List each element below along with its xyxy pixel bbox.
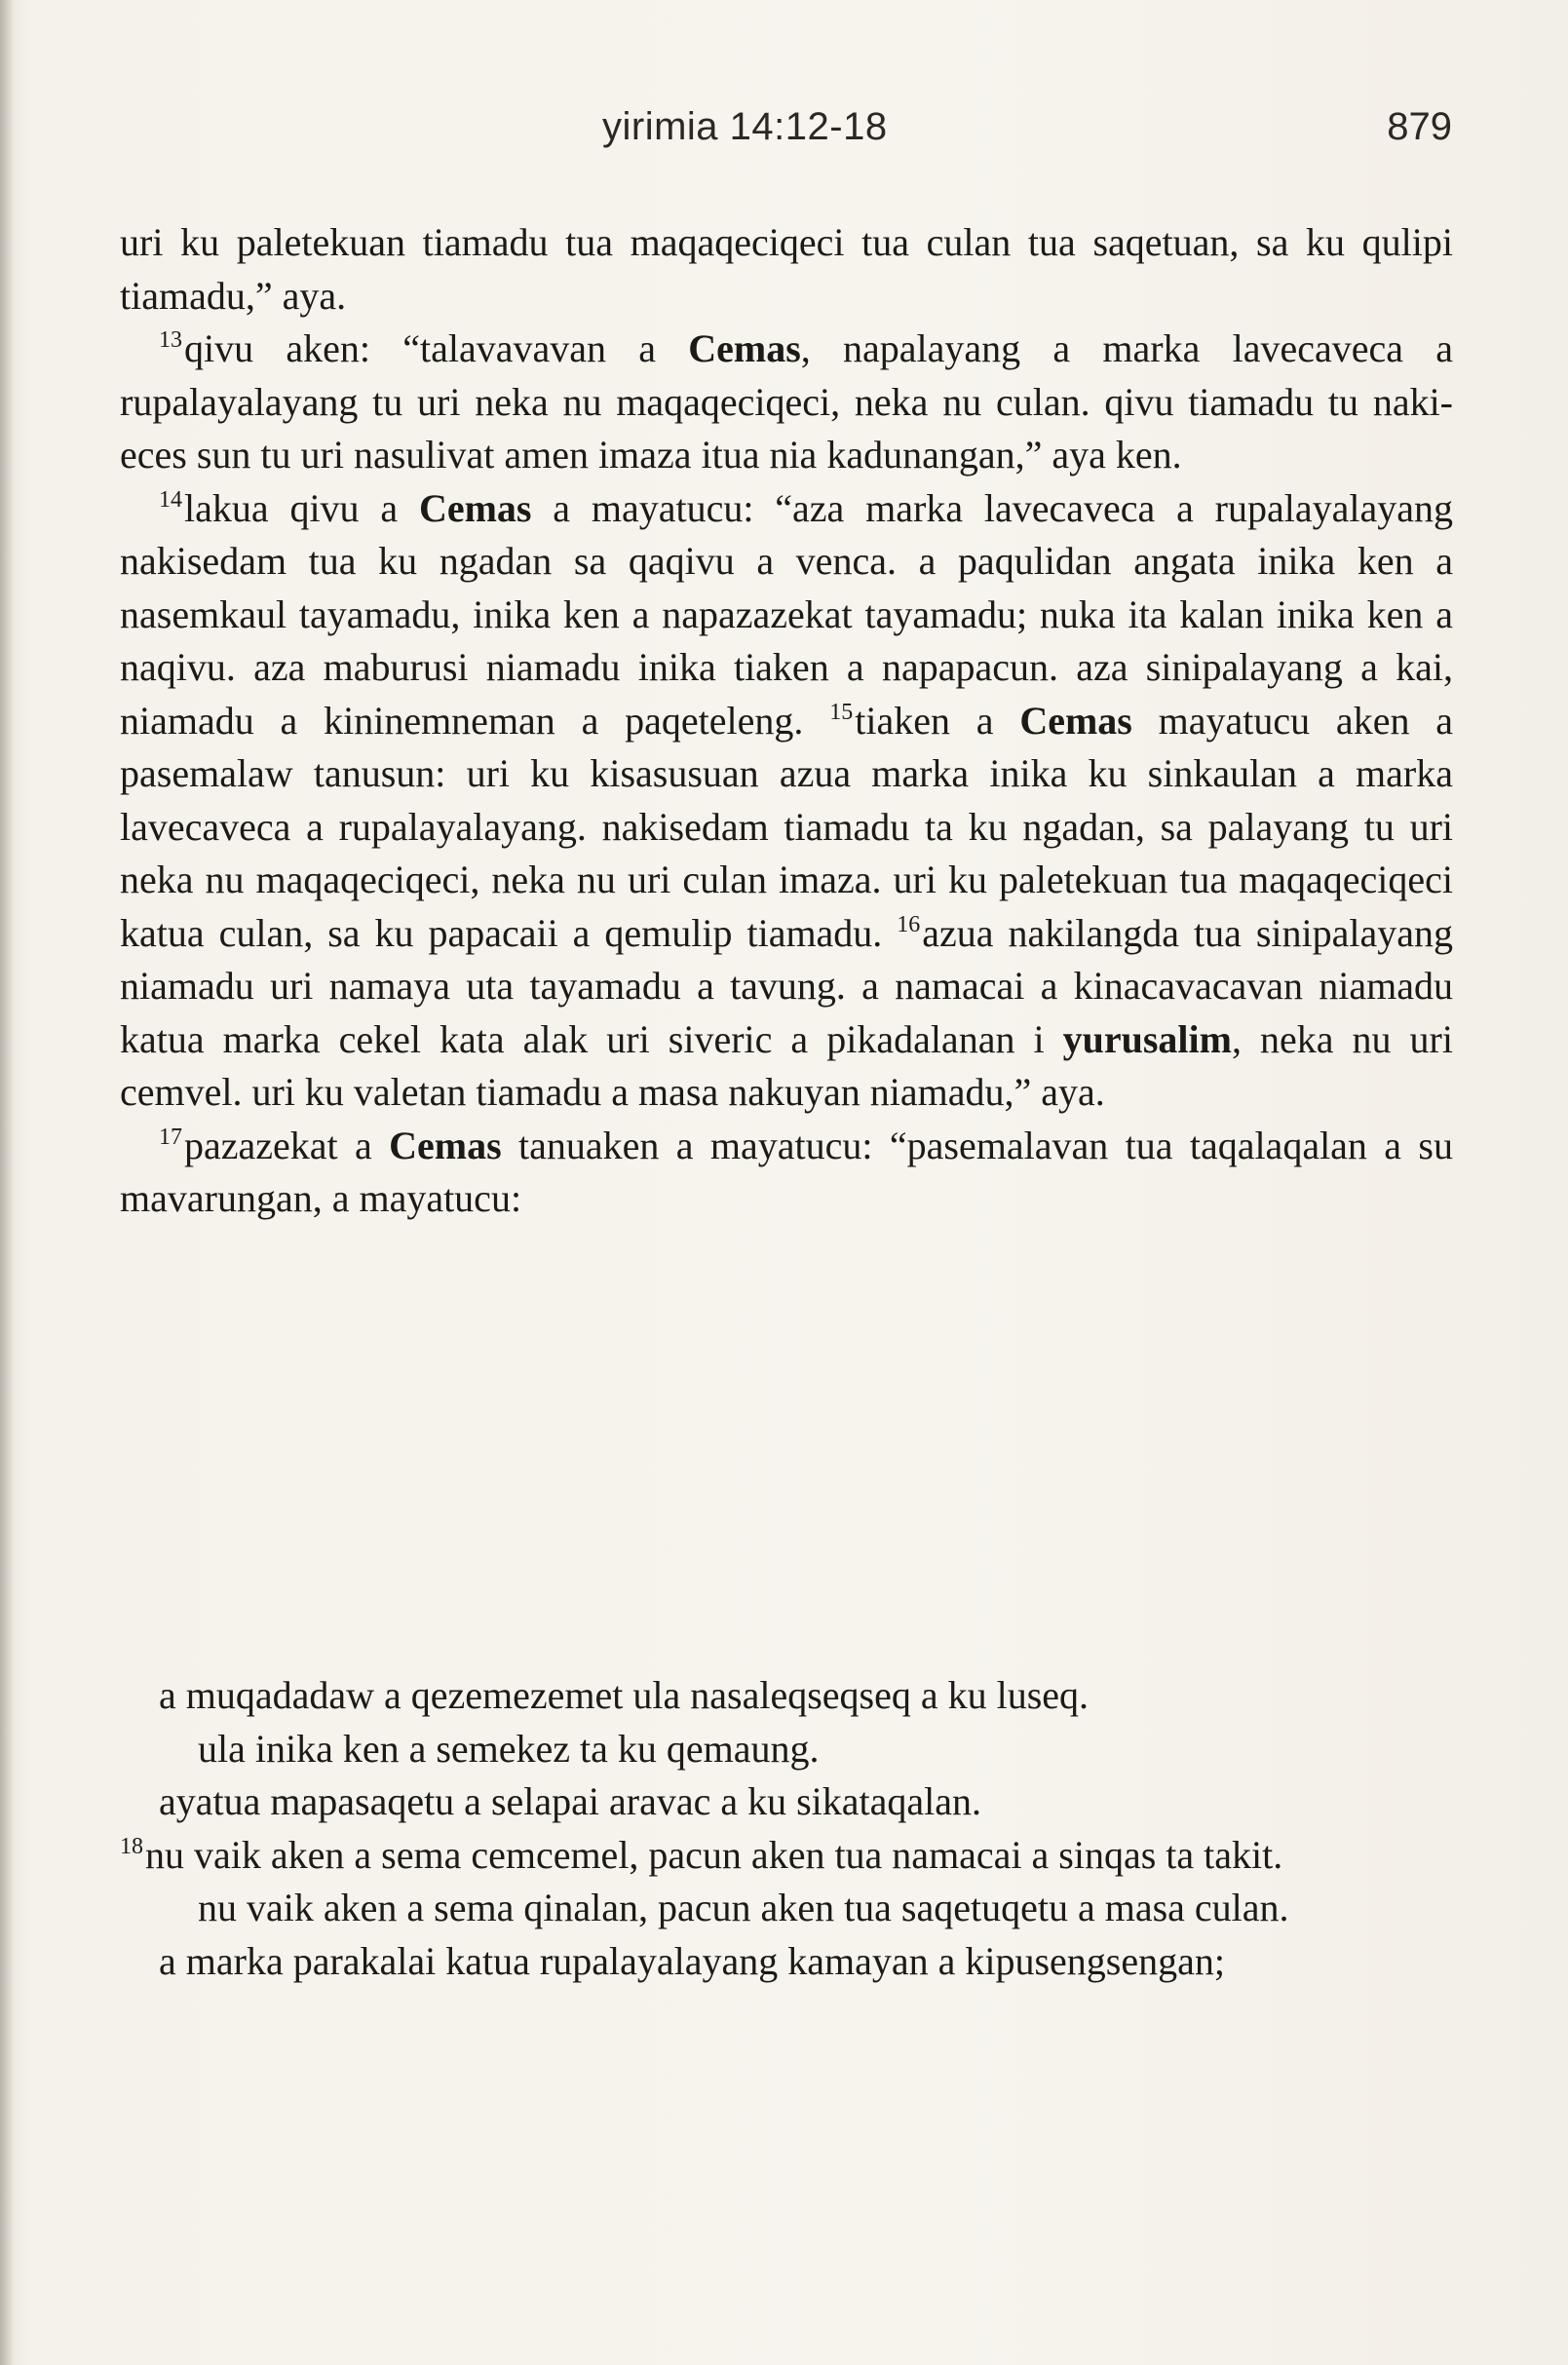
verse-number: 14 — [159, 486, 182, 513]
poetry-line: ula inika ken a semekez ta ku qemaung. — [198, 1726, 820, 1771]
verse-text: lakua qivu a — [184, 485, 419, 530]
verse-14 — [120, 482, 1453, 1120]
verse-number: 13 — [159, 327, 182, 353]
verse-text: tiaken a — [855, 698, 1020, 743]
divine-name: Cemas — [389, 1123, 502, 1167]
verse-text: qivu aken: “talavavavan a — [184, 326, 689, 370]
poetry-line: a muqadadaw a qezemezemet ula nasaleqseqseq a ku luseq. — [159, 1673, 1090, 1717]
running-head: yirimia 14:12-18 — [602, 105, 888, 148]
poetry-block — [120, 1669, 1453, 1988]
verse-text: mayatucu aken a pasemalaw tanusun: uri ku kisasusuan azua marka inika ku sinkaulan a marka lavecaveca a rupalayalayang. nakisedam tiamadu ta ku ngadan, sa palayang tu uri neka nu maqaqeciqeci, neka nu uri culan imaza. uri ku paletekuan tua maqaqeciqeci katua culan, sa ku papacaii a qemulip tiamadu. — [120, 698, 1453, 955]
verse-text: , neka nu uri cemvel. uri ku valetan tiamadu a masa nakuyan niamadu,” aya. — [120, 1016, 1453, 1114]
page-header — [117, 105, 1452, 164]
verse-number: 17 — [159, 1124, 182, 1150]
verse-text: tanuaken a mayatucu: “pasemalavan tua taqalaqalan a su mavarungan, a mayatucu: — [120, 1123, 1454, 1220]
paragraph-text: uri ku paletekuan tiamadu tua maqaqeciqeci tua culan tua saqetuan, sa ku qulipi tiamadu,” aya. — [120, 220, 1453, 318]
poetry-line: ayatua mapasaqetu a selapai aravac a ku sikataqalan. — [159, 1779, 982, 1823]
verse-number: 15 — [829, 699, 854, 725]
verse-text: a mayatucu: “aza marka lavecaveca a rupalayalayang nakisedam tua ku ngadan sa qaqivu a venca. a paqulidan angata inika ken a nasemkaul tayamadu, inika ken a napazazekat tayamadu; nuka ita kalan inika ken a naqivu. aza maburusi niamadu inika tiaken a napapacun. aza sinipalayang a kai, niamadu a kininemneman a paqeteleng. — [120, 485, 1453, 743]
prose-text — [120, 216, 1453, 1226]
verse-text: pazazekat a — [184, 1123, 390, 1167]
paragraph-continuation — [120, 216, 1453, 323]
divine-name: Cemas — [418, 485, 532, 530]
poetry-line-verse-18 — [120, 1829, 1453, 1883]
verse-13 — [120, 323, 1453, 482]
divine-name: Cemas — [688, 326, 801, 370]
page-number: 879 — [1387, 105, 1452, 148]
divine-name: Cemas — [1019, 698, 1132, 743]
verse-number: 16 — [897, 911, 921, 937]
verse-text: , napalayang a marka lavecaveca a rupalayalayang tu uri neka nu maqaqeciqeci, neka nu culan. qivu tiamadu tu naki-eces sun tu uri nasulivat amen imaza itua nia kadunangan,” aya ken. — [120, 326, 1453, 477]
poetry-line: nu vaik aken a sema qinalan, pacun aken tua saqetuqetu a masa culan. — [198, 1886, 1289, 1929]
verse-number: 18 — [120, 1833, 143, 1859]
place-name: yurusalim — [1062, 1016, 1232, 1061]
poetry-text: nu vaik aken a sema cemcemel, pacun aken tua namacai a sinqas ta takit. — [145, 1832, 1283, 1877]
verse-17 — [120, 1120, 1453, 1226]
gutter-shadow — [0, 0, 14, 2365]
verse-text: azua nakilangda tua sinipalayang niamadu uri namaya uta tayamadu a tavung. a namacai a kinacavacavan niamadu katua marka cekel kata alak uri siveric a pikadalanan i — [120, 910, 1454, 1061]
poetry-line: a marka parakalai katua rupalayalayang kamayan a kipusengsengan; — [159, 1938, 1225, 1983]
